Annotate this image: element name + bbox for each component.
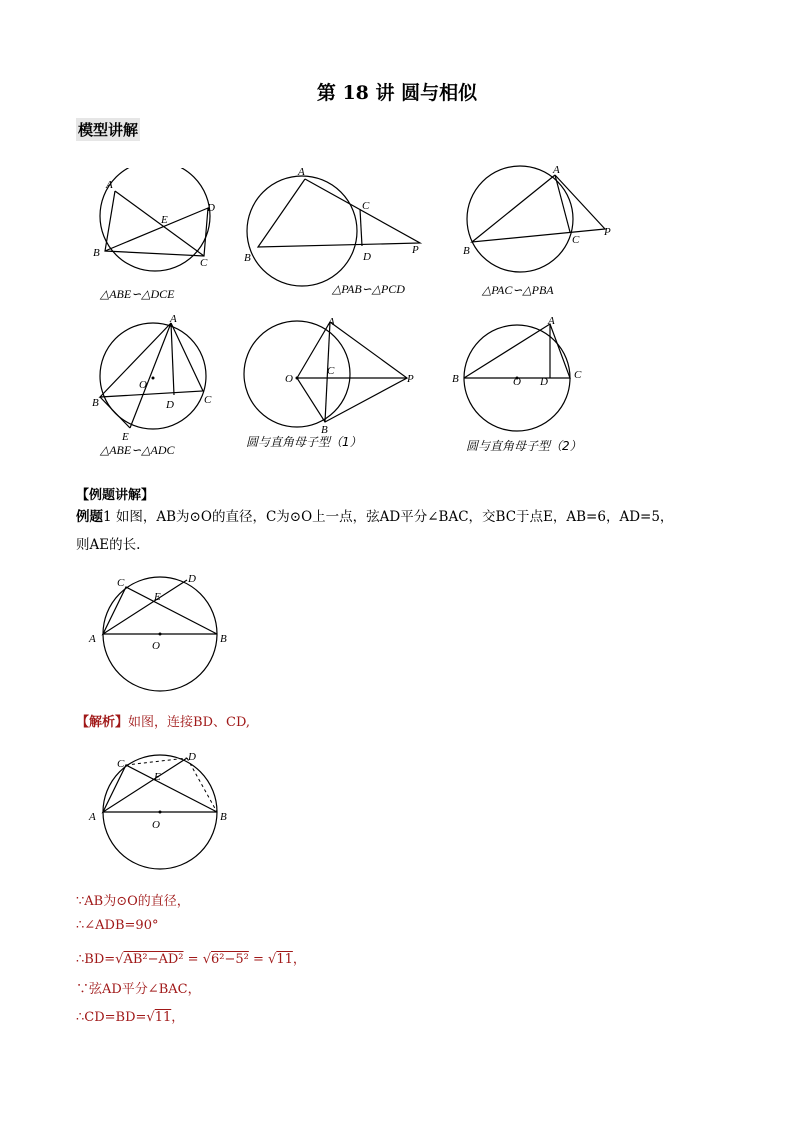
label-a: A bbox=[170, 313, 177, 325]
label-d: D bbox=[166, 399, 174, 411]
problem-line-2: 则AE的长. bbox=[76, 537, 141, 553]
label-c: C bbox=[117, 758, 125, 770]
label-c: C bbox=[327, 365, 335, 377]
label-a: A bbox=[553, 164, 560, 176]
problem-line-1: 如图，AB为⊙O的直径，C为⊙O上一点，弦AD平分∠BAC，交BC于点E，AB=6，AD=5， bbox=[115, 509, 674, 525]
figure-6 bbox=[452, 312, 612, 462]
label-a: A bbox=[548, 315, 555, 327]
label-o: O bbox=[152, 640, 160, 652]
label-b: B bbox=[93, 247, 100, 259]
figure-5 bbox=[240, 312, 430, 462]
triangle bbox=[100, 323, 203, 397]
figure-2 bbox=[240, 165, 430, 300]
label-p: P bbox=[604, 226, 611, 238]
label-d: D bbox=[363, 251, 371, 263]
figure-caption: △ABE∽△DCE bbox=[100, 287, 175, 301]
figure-1 bbox=[88, 168, 228, 303]
chord-ae bbox=[130, 323, 171, 428]
page-title: 第 18 讲 圆与相似 bbox=[316, 82, 478, 104]
chord-be bbox=[100, 397, 130, 428]
label-c: C bbox=[200, 257, 208, 269]
label-e: E bbox=[122, 431, 129, 443]
chord-cd bbox=[360, 209, 362, 246]
label-d: D bbox=[188, 573, 196, 585]
label-p: P bbox=[407, 373, 414, 385]
label-e: E bbox=[154, 771, 161, 783]
label-b: B bbox=[321, 424, 328, 436]
chord-path bbox=[105, 191, 208, 256]
example-heading: 【例题讲解】 bbox=[76, 488, 155, 503]
solution-tag: 【解析】 bbox=[76, 715, 129, 730]
label-b: B bbox=[220, 633, 227, 645]
label-a: A bbox=[89, 633, 96, 645]
section-heading: 模型讲解 bbox=[76, 118, 140, 141]
solution-intro: 如图，连接BD、CD, bbox=[128, 715, 251, 730]
kite bbox=[297, 322, 407, 422]
figure-3 bbox=[460, 160, 620, 300]
label-a: A bbox=[106, 179, 113, 191]
label-d: D bbox=[540, 376, 548, 388]
label-d: D bbox=[188, 751, 196, 763]
right-triangle bbox=[464, 324, 570, 378]
label-e: E bbox=[161, 214, 168, 226]
chords bbox=[258, 179, 420, 247]
label-a: A bbox=[328, 316, 335, 328]
label-c: C bbox=[362, 200, 370, 212]
figure-caption: 圆与直角母子型（1） bbox=[246, 435, 362, 449]
label-o: O bbox=[513, 376, 521, 388]
altitude-ad bbox=[171, 323, 174, 395]
radicand-5: 11 bbox=[154, 1010, 172, 1025]
label-c: C bbox=[117, 577, 125, 589]
label-o: O bbox=[152, 819, 160, 831]
solution-step-5: ∴CD=BD=√11， bbox=[76, 1010, 185, 1025]
label-e: E bbox=[154, 591, 161, 603]
label-a: A bbox=[298, 166, 305, 178]
example-number: 1 bbox=[103, 509, 112, 525]
label-b: B bbox=[463, 245, 470, 257]
circle bbox=[247, 176, 357, 286]
label-a: A bbox=[89, 811, 96, 823]
figure-4 bbox=[88, 310, 228, 460]
radicand-1: AB²−AD² bbox=[123, 952, 184, 967]
solution-step-2: ∴∠ADB=90° bbox=[76, 918, 159, 933]
solution-step-4: ∵弦AD平分∠BAC， bbox=[76, 982, 201, 997]
solution-step-1: ∵AB为⊙O的直径， bbox=[76, 894, 190, 909]
radicand-2: 6²−5² bbox=[210, 952, 249, 967]
label-c: C bbox=[574, 369, 582, 381]
figure-solution bbox=[86, 748, 236, 873]
label-d: D bbox=[207, 202, 215, 214]
label-p: P bbox=[412, 244, 419, 256]
solution-intro-line bbox=[76, 711, 250, 730]
solution-step-3: ∴BD=√AB²−AD² = √6²−5² = √11， bbox=[76, 952, 306, 967]
label-o: O bbox=[139, 379, 147, 391]
label-c: C bbox=[572, 234, 580, 246]
label-b: B bbox=[220, 811, 227, 823]
figure-caption: △ABE∽△ADC bbox=[100, 443, 175, 457]
figure-caption: △PAB∽△PCD bbox=[332, 282, 405, 296]
example-problem bbox=[76, 503, 736, 559]
figure-caption: 圆与直角母子型（2） bbox=[466, 439, 582, 453]
label-c: C bbox=[204, 394, 212, 406]
example-label: 例题 bbox=[76, 509, 103, 525]
figure-example bbox=[86, 570, 236, 700]
label-o: O bbox=[285, 373, 293, 385]
label-b: B bbox=[452, 373, 459, 385]
chord-ac bbox=[115, 191, 204, 256]
label-b: B bbox=[92, 397, 99, 409]
radicand-3: 11 bbox=[276, 952, 293, 967]
label-b: B bbox=[244, 252, 251, 264]
chords bbox=[472, 175, 605, 242]
figure-caption: △PAC∽△PBA bbox=[482, 283, 554, 297]
